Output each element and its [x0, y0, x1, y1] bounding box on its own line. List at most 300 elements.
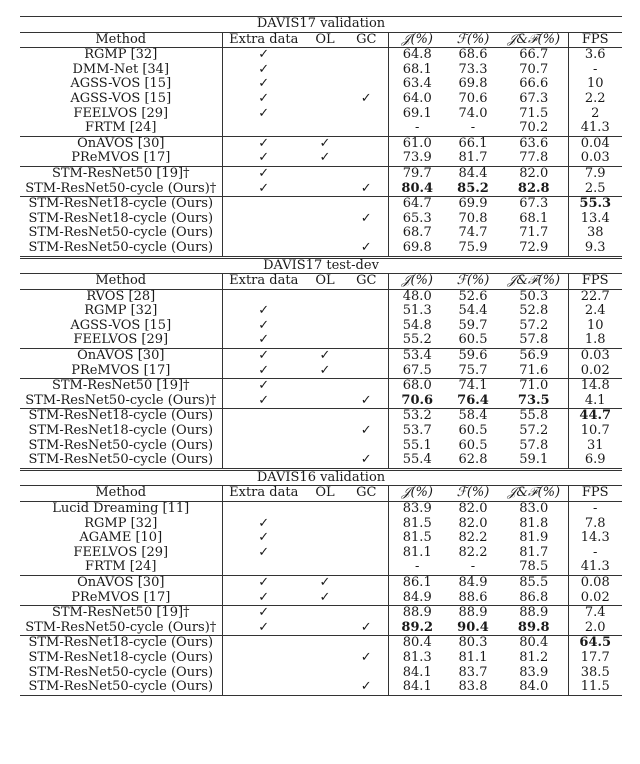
j-value: 53.4 — [402, 348, 432, 364]
checkmark-icon: ✓ — [258, 574, 270, 590]
j-value-cell — [388, 166, 446, 181]
method-cell — [20, 424, 222, 439]
j-value-cell — [388, 121, 446, 136]
method-cell — [20, 546, 222, 561]
checkmark-icon: ✓ — [360, 210, 372, 226]
fps-value-cell — [568, 304, 622, 319]
j-value-cell — [388, 546, 446, 561]
jf-value-cell — [500, 546, 568, 561]
jf-value: 71.0 — [519, 378, 549, 394]
j-value: 64.8 — [402, 47, 432, 63]
j-value-cell — [388, 182, 446, 197]
f-value-cell — [446, 289, 500, 304]
column-header: FPS — [568, 274, 622, 290]
fps-value: 9.3 — [584, 239, 606, 255]
fps-value: 2.0 — [584, 619, 606, 635]
f-value-cell — [446, 166, 500, 181]
f-value-cell — [446, 424, 500, 439]
results-table — [20, 16, 622, 696]
jf-value: 85.5 — [519, 574, 549, 590]
extra-check-cell — [222, 546, 305, 561]
method-name: PReMVOS [17] — [71, 150, 171, 166]
j-value: 63.4 — [402, 76, 432, 92]
method-cell — [20, 304, 222, 319]
fps-value: 1.8 — [584, 332, 606, 348]
f-value-cell — [446, 107, 500, 122]
column-header: Extra data — [222, 274, 305, 290]
jf-value-cell — [500, 453, 568, 469]
jf-value: 81.8 — [519, 515, 549, 531]
jf-value-cell — [500, 63, 568, 78]
j-value: 55.2 — [402, 332, 432, 348]
fps-value: 0.08 — [580, 574, 610, 590]
gc-check-cell — [345, 409, 388, 424]
jf-value: 56.9 — [519, 348, 549, 364]
table-row — [20, 680, 622, 695]
fps-value: 10.7 — [580, 423, 610, 439]
checkmark-icon: ✓ — [258, 61, 270, 77]
fps-value-cell — [568, 364, 622, 379]
jf-value-cell — [500, 92, 568, 107]
gc-check-cell — [345, 349, 388, 364]
fps-value: 0.03 — [580, 348, 610, 364]
jf-value-cell — [500, 409, 568, 424]
method-name: STM-ResNet50-cycle (Ours)† — [25, 392, 217, 408]
method-cell — [20, 151, 222, 166]
f-value-cell — [446, 409, 500, 424]
fps-value-cell — [568, 453, 622, 469]
ol-check-cell — [305, 560, 345, 575]
ol-check-cell — [305, 241, 345, 257]
checkmark-icon: ✓ — [360, 619, 372, 635]
extra-check-cell — [222, 502, 305, 517]
fps-value-cell — [568, 63, 622, 78]
extra-check-cell — [222, 136, 305, 151]
checkmark-icon: ✓ — [360, 239, 372, 255]
gc-check-cell — [345, 364, 388, 379]
checkmark-icon: ✓ — [258, 135, 270, 151]
jf-value: 57.2 — [519, 423, 549, 439]
f-value: 74.1 — [458, 378, 488, 394]
f-value: 70.6 — [458, 90, 488, 106]
ol-check-cell — [305, 304, 345, 319]
gc-check-cell — [345, 651, 388, 666]
j-value: 55.1 — [402, 437, 432, 453]
method-cell — [20, 319, 222, 334]
jf-value: 88.9 — [519, 605, 549, 621]
j-value-cell — [388, 226, 446, 241]
jf-value: 67.3 — [519, 90, 549, 106]
f-value-cell — [446, 546, 500, 561]
extra-check-cell — [222, 621, 305, 636]
j-value: 83.9 — [402, 501, 432, 516]
j-value-cell — [388, 92, 446, 107]
jf-value: 66.6 — [519, 76, 549, 92]
gc-check-cell — [345, 531, 388, 546]
j-value-cell — [388, 304, 446, 319]
column-header: 𝒥(%) — [388, 32, 446, 48]
fps-value: 0.02 — [580, 589, 610, 605]
ol-check-cell — [305, 77, 345, 92]
f-value-cell — [446, 121, 500, 136]
j-value-cell — [388, 560, 446, 575]
method-cell — [20, 349, 222, 364]
fps-value-cell — [568, 439, 622, 454]
f-value-cell — [446, 48, 500, 63]
f-value: 85.2 — [457, 180, 489, 196]
jf-value-cell — [500, 304, 568, 319]
f-value: 83.8 — [458, 679, 488, 695]
jf-value: 70.2 — [519, 120, 549, 136]
ol-check-cell — [305, 289, 345, 304]
ol-check-cell — [305, 621, 345, 636]
jf-value-cell — [500, 226, 568, 241]
method-cell — [20, 77, 222, 92]
gc-check-cell — [345, 304, 388, 319]
j-value-cell — [388, 63, 446, 78]
fps-value-cell — [568, 77, 622, 92]
section-title-row — [20, 257, 622, 274]
method-name: STM-ResNet18-cycle (Ours) — [28, 210, 214, 226]
jf-value-cell — [500, 531, 568, 546]
method-cell — [20, 92, 222, 107]
fps-value: 2 — [591, 105, 600, 121]
ol-check-cell — [305, 364, 345, 379]
method-name: AGSS-VOS [15] — [70, 90, 172, 106]
checkmark-icon: ✓ — [319, 150, 331, 166]
fps-value-cell — [568, 151, 622, 166]
checkmark-icon: ✓ — [258, 515, 270, 531]
section-title: DAVIS17 test-dev — [20, 257, 622, 274]
gc-check-cell — [345, 226, 388, 241]
j-value-cell — [388, 502, 446, 517]
method-name: RVOS [28] — [86, 288, 156, 304]
j-value: - — [415, 120, 420, 136]
j-value: 88.9 — [402, 605, 432, 621]
method-cell — [20, 591, 222, 606]
fps-value: 7.4 — [584, 605, 606, 621]
jf-value-cell — [500, 319, 568, 334]
f-value: 90.4 — [457, 619, 489, 635]
jf-value: 68.1 — [519, 210, 549, 226]
column-header: Extra data — [222, 32, 305, 48]
fps-value: 11.5 — [580, 679, 610, 695]
fps-value-cell — [568, 517, 622, 532]
fps-value-cell — [568, 212, 622, 227]
f-value: 82.2 — [458, 544, 488, 560]
fps-value: 0.02 — [580, 362, 610, 378]
column-header: Extra data — [222, 486, 305, 502]
method-cell — [20, 364, 222, 379]
gc-check-cell — [345, 560, 388, 575]
j-value: 68.0 — [402, 378, 432, 394]
f-value: 59.6 — [458, 348, 488, 364]
checkmark-icon: ✓ — [360, 423, 372, 439]
f-value: 54.4 — [458, 303, 488, 319]
table-row — [20, 666, 622, 681]
fps-value-cell — [568, 621, 622, 636]
jf-value-cell — [500, 424, 568, 439]
table-row — [20, 63, 622, 78]
jf-value: 70.7 — [519, 61, 549, 77]
jf-value-cell — [500, 636, 568, 651]
method-cell — [20, 560, 222, 575]
ol-check-cell — [305, 136, 345, 151]
checkmark-icon: ✓ — [258, 165, 270, 181]
j-value-cell — [388, 517, 446, 532]
method-name: STM-ResNet50-cycle (Ours) — [28, 239, 214, 255]
j-value: 68.1 — [402, 61, 432, 77]
fps-value-cell — [568, 591, 622, 606]
table-row — [20, 151, 622, 166]
method-cell — [20, 636, 222, 651]
extra-check-cell — [222, 48, 305, 63]
extra-check-cell — [222, 77, 305, 92]
method-name: STM-ResNet50-cycle (Ours) — [28, 664, 214, 680]
gc-check-cell — [345, 546, 388, 561]
f-value-cell — [446, 379, 500, 394]
f-value-cell — [446, 517, 500, 532]
method-cell — [20, 666, 222, 681]
fps-value-cell — [568, 349, 622, 364]
f-value-cell — [446, 591, 500, 606]
method-name: FRTM [24] — [85, 559, 157, 575]
fps-value: 22.7 — [580, 288, 610, 304]
f-value: 84.9 — [458, 574, 488, 590]
j-value: 79.7 — [402, 165, 432, 181]
gc-check-cell — [345, 453, 388, 469]
fps-value: 17.7 — [580, 649, 610, 665]
column-header: FPS — [568, 486, 622, 502]
f-value: 69.8 — [458, 76, 488, 92]
method-name: STM-ResNet50-cycle (Ours) — [28, 452, 214, 468]
jf-value-cell — [500, 77, 568, 92]
f-value-cell — [446, 241, 500, 257]
ol-check-cell — [305, 531, 345, 546]
table-row — [20, 379, 622, 394]
f-value: 88.9 — [458, 605, 488, 621]
method-name: OnAVOS [30] — [77, 135, 165, 151]
column-header: OL — [305, 486, 345, 502]
checkmark-icon: ✓ — [319, 348, 331, 364]
extra-check-cell — [222, 182, 305, 197]
jf-value-cell — [500, 394, 568, 409]
j-value: 81.5 — [402, 530, 432, 546]
fps-value: 7.9 — [584, 165, 606, 181]
extra-check-cell — [222, 636, 305, 651]
method-cell — [20, 531, 222, 546]
j-value-cell — [388, 212, 446, 227]
jf-value: 89.8 — [517, 619, 550, 635]
extra-check-cell — [222, 241, 305, 257]
fps-value-cell — [568, 531, 622, 546]
f-value-cell — [446, 394, 500, 409]
gc-check-cell — [345, 241, 388, 257]
f-value: 74.7 — [458, 225, 488, 241]
jf-value-cell — [500, 379, 568, 394]
section-title-row — [20, 17, 622, 33]
extra-check-cell — [222, 531, 305, 546]
table-row — [20, 349, 622, 364]
f-value-cell — [446, 319, 500, 334]
method-name: STM-ResNet18-cycle (Ours) — [28, 408, 214, 424]
jf-value-cell — [500, 349, 568, 364]
gc-check-cell — [345, 151, 388, 166]
f-value-cell — [446, 453, 500, 469]
j-value: 53.7 — [402, 423, 432, 439]
fps-value-cell — [568, 606, 622, 621]
f-value: 60.5 — [458, 437, 488, 453]
checkmark-icon: ✓ — [319, 362, 331, 378]
f-value: 69.9 — [458, 196, 488, 212]
j-value-cell — [388, 409, 446, 424]
gc-check-cell — [345, 212, 388, 227]
f-value-cell — [446, 621, 500, 636]
method-name: STM-ResNet18-cycle (Ours) — [28, 196, 214, 212]
extra-check-cell — [222, 151, 305, 166]
j-value: 61.0 — [402, 135, 432, 151]
jf-value: 59.1 — [519, 452, 549, 468]
j-value: 86.1 — [402, 574, 432, 590]
f-value: 60.5 — [458, 423, 488, 439]
jf-value: 63.6 — [519, 135, 549, 151]
jf-value-cell — [500, 517, 568, 532]
j-value: 68.7 — [402, 225, 432, 241]
jf-value: 80.4 — [519, 635, 549, 651]
f-value: 62.8 — [458, 452, 488, 468]
table-row — [20, 453, 622, 469]
j-value-cell — [388, 77, 446, 92]
fps-value-cell — [568, 92, 622, 107]
gc-check-cell — [345, 424, 388, 439]
j-value-cell — [388, 575, 446, 590]
gc-check-cell — [345, 333, 388, 348]
table-row — [20, 424, 622, 439]
jf-value-cell — [500, 591, 568, 606]
ol-check-cell — [305, 517, 345, 532]
method-name: OnAVOS [30] — [77, 574, 165, 590]
jf-value: 71.6 — [519, 362, 549, 378]
f-value: 52.6 — [458, 288, 488, 304]
extra-check-cell — [222, 606, 305, 621]
f-value-cell — [446, 606, 500, 621]
fps-value-cell — [568, 182, 622, 197]
method-cell — [20, 394, 222, 409]
checkmark-icon: ✓ — [258, 105, 270, 121]
j-value-cell — [388, 651, 446, 666]
fps-value: 4.1 — [584, 392, 606, 408]
extra-check-cell — [222, 121, 305, 136]
jf-value-cell — [500, 136, 568, 151]
checkmark-icon: ✓ — [258, 589, 270, 605]
extra-check-cell — [222, 666, 305, 681]
jf-value: 57.8 — [519, 332, 549, 348]
extra-check-cell — [222, 63, 305, 78]
ol-check-cell — [305, 333, 345, 348]
checkmark-icon: ✓ — [258, 544, 270, 560]
fps-value: 0.04 — [580, 135, 610, 151]
jf-value: 55.8 — [519, 408, 549, 424]
j-value-cell — [388, 453, 446, 469]
header-row — [20, 274, 622, 290]
table-row — [20, 182, 622, 197]
ol-check-cell — [305, 92, 345, 107]
table-row — [20, 107, 622, 122]
j-value-cell — [388, 666, 446, 681]
column-header: ℱ(%) — [446, 486, 500, 502]
ol-check-cell — [305, 453, 345, 469]
method-cell — [20, 333, 222, 348]
f-value-cell — [446, 77, 500, 92]
method-cell — [20, 289, 222, 304]
extra-check-cell — [222, 409, 305, 424]
table-row — [20, 591, 622, 606]
ol-check-cell — [305, 606, 345, 621]
fps-value-cell — [568, 502, 622, 517]
method-name: FEELVOS [29] — [73, 105, 169, 121]
table-row — [20, 319, 622, 334]
gc-check-cell — [345, 591, 388, 606]
method-name: AGAME [10] — [79, 530, 163, 546]
checkmark-icon: ✓ — [319, 574, 331, 590]
f-value: 73.3 — [458, 61, 488, 77]
fps-value-cell — [568, 424, 622, 439]
f-value-cell — [446, 575, 500, 590]
jf-value-cell — [500, 502, 568, 517]
extra-check-cell — [222, 680, 305, 695]
checkmark-icon: ✓ — [258, 317, 270, 333]
gc-check-cell — [345, 92, 388, 107]
column-header: GC — [345, 32, 388, 48]
f-value: 59.7 — [458, 317, 488, 333]
method-cell — [20, 651, 222, 666]
j-value: 84.9 — [402, 589, 432, 605]
gc-check-cell — [345, 107, 388, 122]
f-value-cell — [446, 439, 500, 454]
j-value: 81.1 — [402, 544, 432, 560]
checkmark-icon: ✓ — [360, 392, 372, 408]
table-row — [20, 48, 622, 63]
fps-value: 13.4 — [580, 210, 610, 226]
table-row — [20, 197, 622, 212]
f-value: 68.6 — [458, 47, 488, 63]
method-name: STM-ResNet50 [19]† — [51, 165, 190, 181]
jf-value-cell — [500, 151, 568, 166]
jf-value-cell — [500, 651, 568, 666]
ol-check-cell — [305, 379, 345, 394]
jf-value-cell — [500, 606, 568, 621]
f-value: 81.1 — [458, 649, 488, 665]
ol-check-cell — [305, 63, 345, 78]
j-value-cell — [388, 591, 446, 606]
jf-value-cell — [500, 575, 568, 590]
extra-check-cell — [222, 107, 305, 122]
method-cell — [20, 121, 222, 136]
f-value: 60.5 — [458, 332, 488, 348]
method-cell — [20, 621, 222, 636]
gc-check-cell — [345, 517, 388, 532]
method-cell — [20, 241, 222, 257]
f-value-cell — [446, 212, 500, 227]
method-cell — [20, 166, 222, 181]
jf-value: 67.3 — [519, 196, 549, 212]
gc-check-cell — [345, 394, 388, 409]
column-header: 𝒥(%) — [388, 274, 446, 290]
fps-value: 0.03 — [580, 150, 610, 166]
extra-check-cell — [222, 379, 305, 394]
f-value-cell — [446, 304, 500, 319]
fps-value: 7.8 — [584, 515, 606, 531]
